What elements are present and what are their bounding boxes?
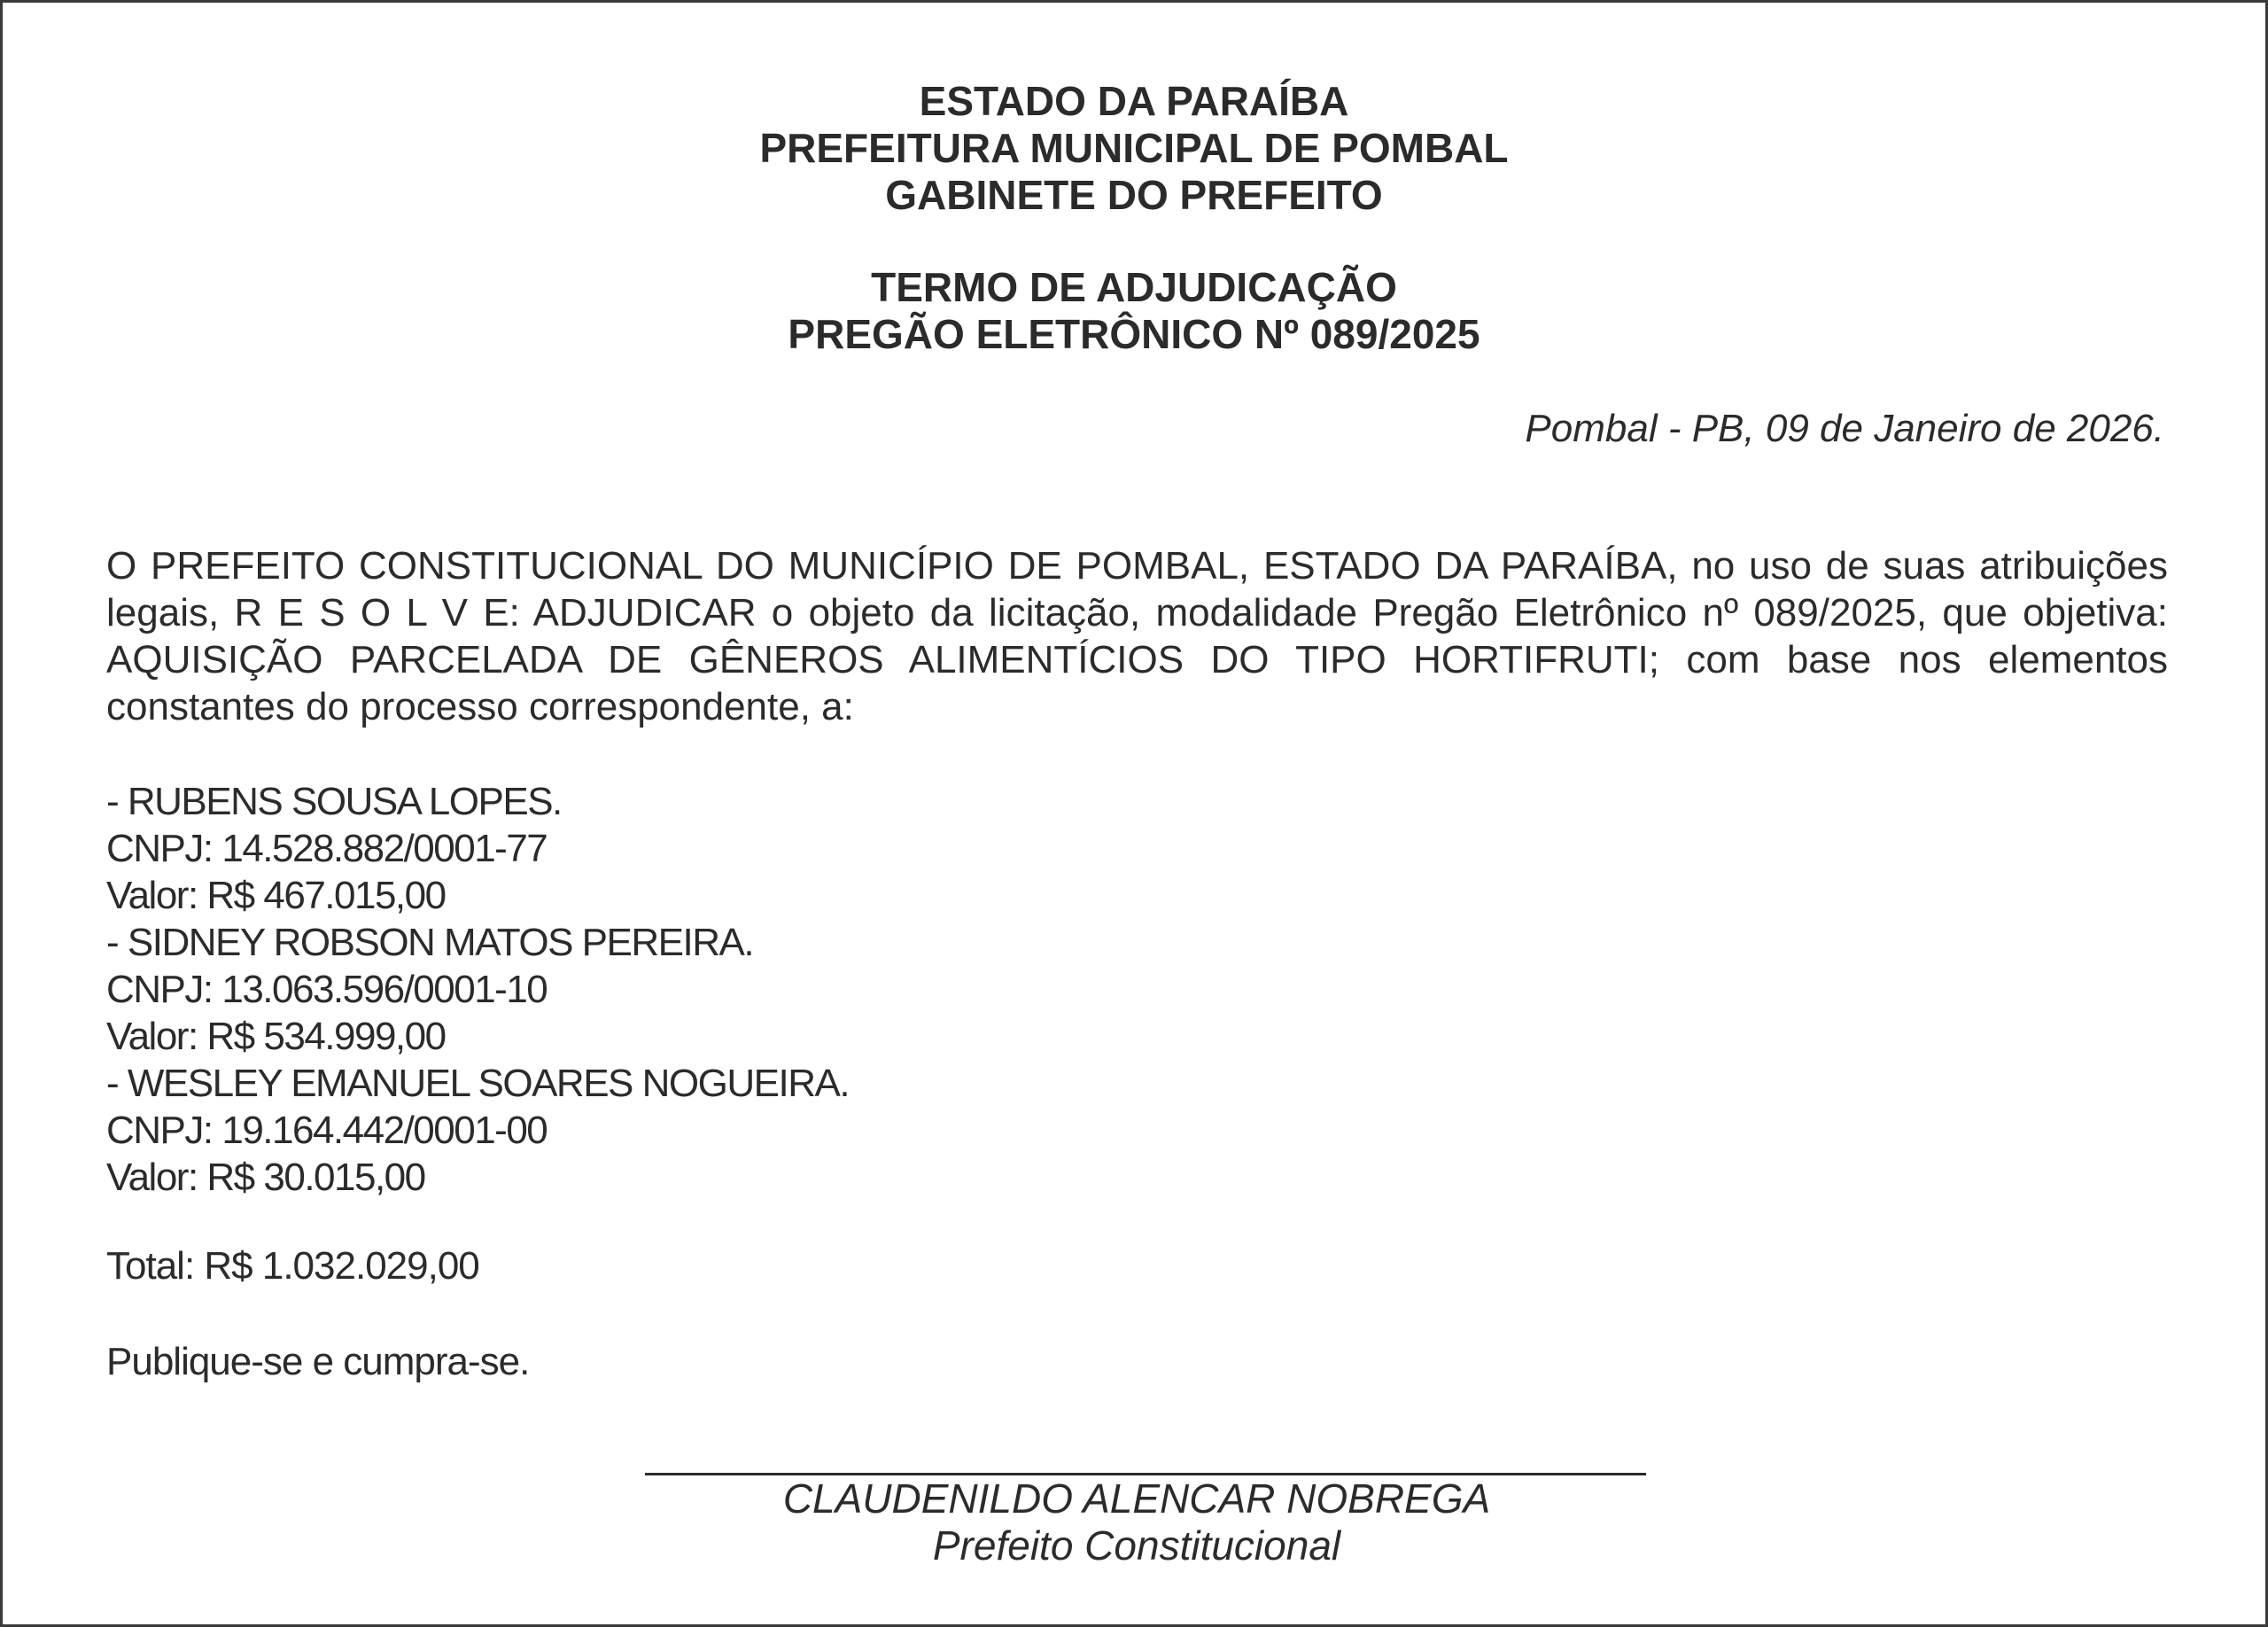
award-1-name: - RUBENS SOUSA LOPES. xyxy=(106,780,562,823)
award-3-value: Valor: R$ 30.015,00 xyxy=(106,1156,425,1199)
award-3-name: - WESLEY EMANUEL SOARES NOGUEIRA. xyxy=(106,1062,850,1105)
title-line-2: PREGÃO ELETRÔNICO Nº 089/2025 xyxy=(788,311,1480,357)
signatory-name: CLAUDENILDO ALENCAR NOBREGA xyxy=(782,1475,1491,1522)
award-2-value: Valor: R$ 534.999,00 xyxy=(106,1015,446,1058)
total-line: Total: R$ 1.032.029,00 xyxy=(106,1244,479,1288)
header-office: GABINETE DO PREFEITO xyxy=(885,172,1383,218)
signatory-role: Prefeito Constitucional xyxy=(932,1522,1341,1569)
signature-block xyxy=(3,1475,2268,1569)
awards-list xyxy=(106,778,849,1201)
body-paragraph: O PREFEITO CONSTITUCIONAL DO MUNICÍPIO DE POMBAL, ESTADO DA PARAÍBA, no uso de suas atribuições legais, R E S O L V E: ADJUDICAR o objeto da licitação, modalidade Pregão Eletrônico nº 089/2025, que objetiva: AQUISIÇÃO PARCELADA DE GÊNEROS ALIMENTÍCIOS DO TIPO HORTIFRUTI; com base nos elementos constantes do processo correspondente, a: xyxy=(106,544,2168,728)
header-municipality: PREFEITURA MUNICIPAL DE POMBAL xyxy=(759,125,1509,171)
document-header xyxy=(3,78,2265,219)
award-1-value: Valor: R$ 467.015,00 xyxy=(106,874,446,917)
document-title xyxy=(3,264,2265,358)
award-1-cnpj: CNPJ: 14.528.882/0001-77 xyxy=(106,827,548,870)
header-state: ESTADO DA PARAÍBA xyxy=(919,78,1349,124)
title-line-1: TERMO DE ADJUDICAÇÃO xyxy=(871,264,1397,310)
closing-line: Publique-se e cumpra-se. xyxy=(106,1340,530,1383)
award-2-cnpj: CNPJ: 13.063.596/0001-10 xyxy=(106,968,548,1011)
award-3-cnpj: CNPJ: 19.164.442/0001-00 xyxy=(106,1109,548,1152)
award-2-name: - SIDNEY ROBSON MATOS PEREIRA. xyxy=(106,921,754,964)
date-line: Pombal - PB, 09 de Janeiro de 2026. xyxy=(1525,407,2164,450)
